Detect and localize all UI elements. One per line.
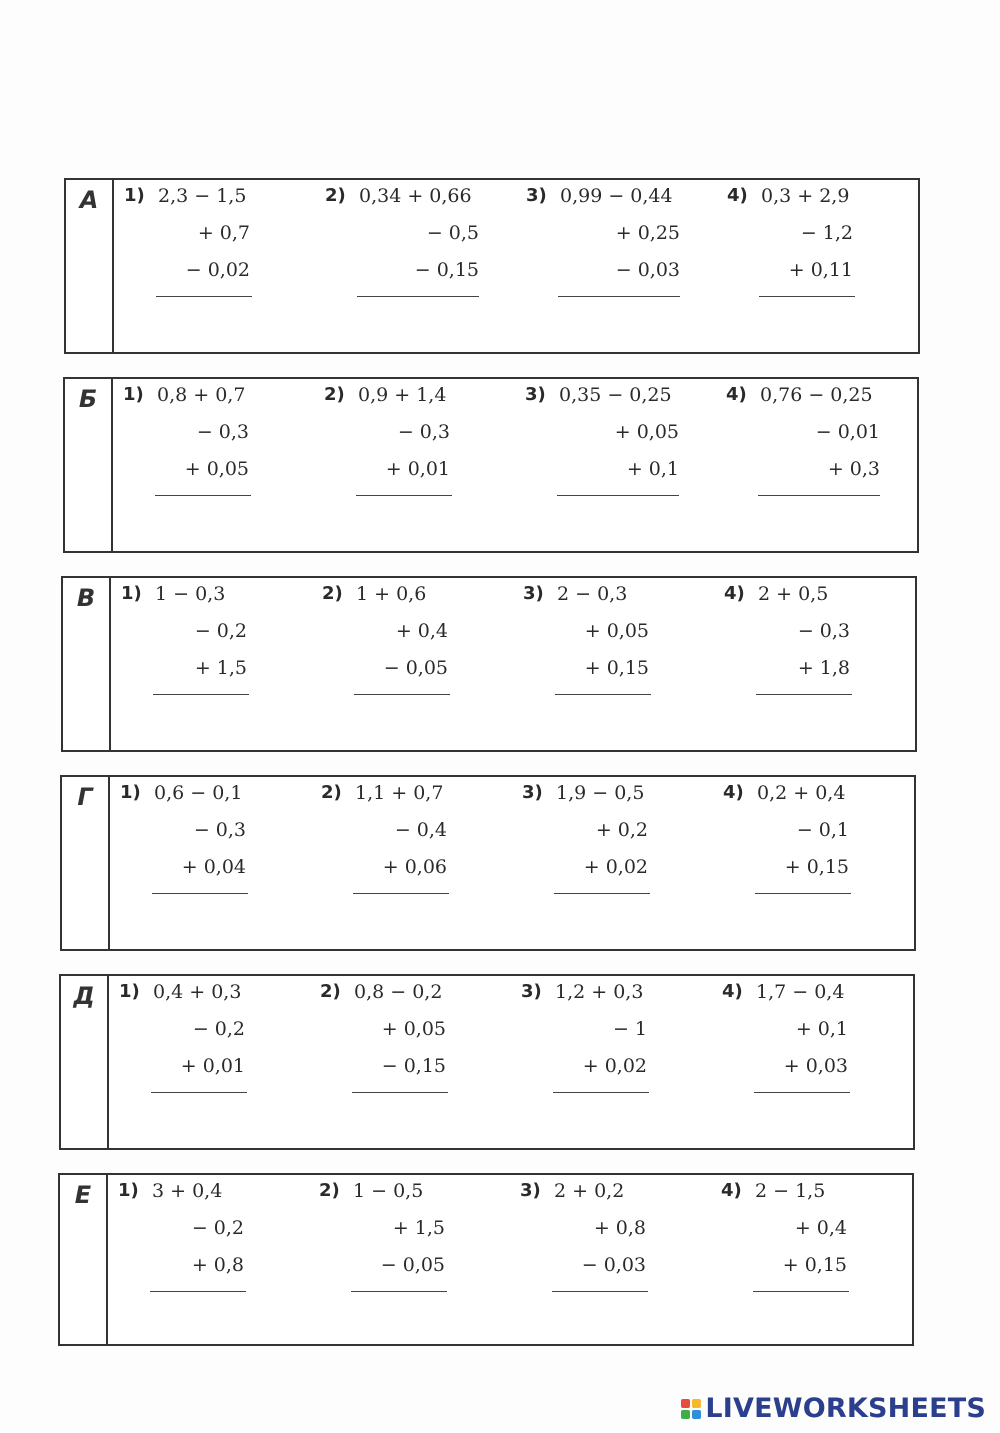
task-number: 2)	[319, 1180, 340, 1201]
task-expression: 1,2 + 0,3	[555, 981, 644, 1003]
task-step-2: + 0,4	[395, 620, 448, 642]
task-step-2: − 0,3	[397, 421, 450, 443]
task-step-3: + 0,03	[783, 1055, 848, 1077]
task-number: 3)	[522, 782, 543, 803]
task-number: 1)	[121, 583, 142, 604]
section-letter-cell	[66, 180, 114, 352]
task-b-2	[324, 384, 504, 514]
section-letter: Е	[74, 1181, 92, 1209]
liveworksheets-logo-icon	[681, 1399, 701, 1419]
task-step-3: + 0,15	[584, 657, 649, 679]
task-step-2: − 0,2	[191, 1217, 244, 1239]
task-expression: 2 + 0,5	[758, 583, 829, 605]
task-e-1	[118, 1180, 298, 1310]
task-expression: 2 − 0,3	[557, 583, 628, 605]
section-letter: Д	[73, 982, 95, 1010]
answer-line[interactable]	[153, 694, 249, 695]
task-v-3	[523, 583, 703, 713]
task-g-4	[723, 782, 903, 912]
task-b-4	[726, 384, 906, 514]
task-step-2: + 0,8	[593, 1217, 646, 1239]
task-step-2: + 0,2	[595, 819, 648, 841]
task-number: 4)	[722, 981, 743, 1002]
answer-line[interactable]	[152, 893, 248, 894]
answer-line[interactable]	[357, 296, 479, 297]
task-number: 1)	[120, 782, 141, 803]
task-number: 1)	[118, 1180, 139, 1201]
task-step-3: − 0,03	[581, 1254, 646, 1276]
answer-line[interactable]	[553, 1092, 649, 1093]
answer-line[interactable]	[552, 1291, 648, 1292]
liveworksheets-brand[interactable]	[681, 1393, 986, 1424]
task-number: 4)	[724, 583, 745, 604]
task-step-2: + 0,05	[584, 620, 649, 642]
task-step-3: − 0,03	[615, 259, 680, 281]
task-expression: 1 − 0,3	[155, 583, 226, 605]
section-letter-cell	[62, 777, 110, 949]
task-number: 4)	[721, 1180, 742, 1201]
task-step-3: − 0,05	[380, 1254, 445, 1276]
section-letter-cell	[61, 976, 109, 1148]
task-step-3: + 1,8	[797, 657, 850, 679]
task-number: 2)	[325, 185, 346, 206]
task-v-2	[322, 583, 502, 713]
task-step-3: + 0,04	[181, 856, 246, 878]
task-d-2	[320, 981, 500, 1111]
task-step-2: − 1	[612, 1018, 647, 1040]
task-expression: 0,4 + 0,3	[153, 981, 242, 1003]
answer-line[interactable]	[352, 1092, 448, 1093]
task-number: 3)	[521, 981, 542, 1002]
task-expression: 0,35 − 0,25	[559, 384, 672, 406]
section-letter: А	[79, 186, 99, 214]
task-step-3: + 0,06	[382, 856, 447, 878]
logo-square	[681, 1399, 690, 1408]
logo-square	[681, 1410, 690, 1419]
task-step-2: + 0,05	[614, 421, 679, 443]
logo-square	[692, 1410, 701, 1419]
task-step-3: + 0,15	[782, 1254, 847, 1276]
task-a-2	[325, 185, 505, 315]
task-g-3	[522, 782, 702, 912]
answer-line[interactable]	[155, 495, 251, 496]
task-e-4	[721, 1180, 901, 1310]
task-step-2: + 0,1	[795, 1018, 848, 1040]
task-number: 1)	[119, 981, 140, 1002]
task-step-2: + 1,5	[392, 1217, 445, 1239]
task-step-2: − 0,01	[815, 421, 880, 443]
task-number: 2)	[324, 384, 345, 405]
section-g	[60, 775, 916, 951]
section-letter-cell	[63, 578, 111, 750]
task-expression: 0,9 + 1,4	[358, 384, 447, 406]
task-step-3: + 1,5	[194, 657, 247, 679]
section-letter-cell	[65, 379, 113, 551]
section-letter: В	[76, 584, 96, 612]
task-d-3	[521, 981, 701, 1111]
task-expression: 1,1 + 0,7	[355, 782, 444, 804]
task-step-3: + 0,3	[827, 458, 880, 480]
task-step-3: + 0,01	[180, 1055, 245, 1077]
brand-text: LIVEWORKSHEETS	[705, 1393, 986, 1424]
section-e	[58, 1173, 914, 1346]
task-d-4	[722, 981, 902, 1111]
task-expression: 2,3 − 1,5	[158, 185, 247, 207]
task-b-1	[123, 384, 303, 514]
task-step-2: − 0,2	[192, 1018, 245, 1040]
task-step-3: + 0,8	[191, 1254, 244, 1276]
task-step-2: − 0,2	[194, 620, 247, 642]
task-expression: 2 − 1,5	[755, 1180, 826, 1202]
task-step-3: + 0,1	[626, 458, 679, 480]
section-letter: Б	[78, 385, 98, 413]
section-letter-cell	[60, 1175, 108, 1344]
task-number: 3)	[525, 384, 546, 405]
answer-line[interactable]	[151, 1092, 247, 1093]
answer-line[interactable]	[755, 893, 851, 894]
task-step-2: + 0,25	[615, 222, 680, 244]
task-number: 3)	[523, 583, 544, 604]
task-number: 2)	[322, 583, 343, 604]
task-a-1	[124, 185, 304, 315]
answer-line[interactable]	[356, 495, 452, 496]
answer-line[interactable]	[557, 495, 679, 496]
task-expression: 1,7 − 0,4	[756, 981, 845, 1003]
answer-line[interactable]	[555, 694, 651, 695]
answer-line[interactable]	[150, 1291, 246, 1292]
section-a	[64, 178, 920, 354]
answer-line[interactable]	[756, 694, 852, 695]
task-expression: 0,34 + 0,66	[359, 185, 472, 207]
answer-line[interactable]	[754, 1092, 850, 1093]
task-a-4	[727, 185, 907, 315]
task-expression: 1 + 0,6	[356, 583, 427, 605]
answer-line[interactable]	[753, 1291, 849, 1292]
task-step-2: − 0,3	[196, 421, 249, 443]
task-number: 3)	[520, 1180, 541, 1201]
task-v-4	[724, 583, 904, 713]
task-expression: 0,2 + 0,4	[757, 782, 846, 804]
task-e-3	[520, 1180, 700, 1310]
task-step-2: − 1,2	[800, 222, 853, 244]
task-expression: 2 + 0,2	[554, 1180, 625, 1202]
section-d	[59, 974, 915, 1150]
task-number: 4)	[727, 185, 748, 206]
task-number: 1)	[124, 185, 145, 206]
task-expression: 3 + 0,4	[152, 1180, 223, 1202]
task-e-2	[319, 1180, 499, 1310]
task-number: 4)	[723, 782, 744, 803]
task-d-1	[119, 981, 299, 1111]
answer-line[interactable]	[758, 495, 880, 496]
task-step-3: − 0,15	[414, 259, 479, 281]
task-step-2: + 0,05	[381, 1018, 446, 1040]
answer-line[interactable]	[353, 893, 449, 894]
task-expression: 0,8 − 0,2	[354, 981, 443, 1003]
task-expression: 0,99 − 0,44	[560, 185, 673, 207]
task-step-3: + 0,05	[184, 458, 249, 480]
answer-line[interactable]	[354, 694, 450, 695]
answer-line[interactable]	[156, 296, 252, 297]
task-a-3	[526, 185, 706, 315]
task-expression: 0,76 − 0,25	[760, 384, 873, 406]
task-number: 4)	[726, 384, 747, 405]
task-number: 3)	[526, 185, 547, 206]
task-g-1	[120, 782, 300, 912]
task-number: 2)	[320, 981, 341, 1002]
task-expression: 0,3 + 2,9	[761, 185, 850, 207]
task-expression: 1 − 0,5	[353, 1180, 424, 1202]
task-step-3: − 0,15	[381, 1055, 446, 1077]
task-number: 1)	[123, 384, 144, 405]
task-step-2: + 0,7	[197, 222, 250, 244]
task-step-3: + 0,01	[385, 458, 450, 480]
task-expression: 0,8 + 0,7	[157, 384, 246, 406]
section-letter: Г	[77, 783, 93, 811]
task-step-2: − 0,3	[193, 819, 246, 841]
task-expression: 1,9 − 0,5	[556, 782, 645, 804]
task-step-2: − 0,1	[796, 819, 849, 841]
answer-line[interactable]	[554, 893, 650, 894]
task-step-3: − 0,02	[185, 259, 250, 281]
task-expression: 0,6 − 0,1	[154, 782, 243, 804]
task-step-2: − 0,5	[426, 222, 479, 244]
task-number: 2)	[321, 782, 342, 803]
answer-line[interactable]	[351, 1291, 447, 1292]
task-step-3: − 0,05	[383, 657, 448, 679]
answer-line[interactable]	[558, 296, 680, 297]
logo-square	[692, 1399, 701, 1408]
task-step-3: + 0,02	[582, 1055, 647, 1077]
task-b-3	[525, 384, 705, 514]
task-step-2: + 0,4	[794, 1217, 847, 1239]
answer-line[interactable]	[759, 296, 855, 297]
task-step-3: + 0,11	[788, 259, 853, 281]
task-step-3: + 0,15	[784, 856, 849, 878]
section-b	[63, 377, 919, 553]
task-step-2: − 0,3	[797, 620, 850, 642]
task-v-1	[121, 583, 301, 713]
section-v	[61, 576, 917, 752]
task-g-2	[321, 782, 501, 912]
task-step-3: + 0,02	[583, 856, 648, 878]
task-step-2: − 0,4	[394, 819, 447, 841]
